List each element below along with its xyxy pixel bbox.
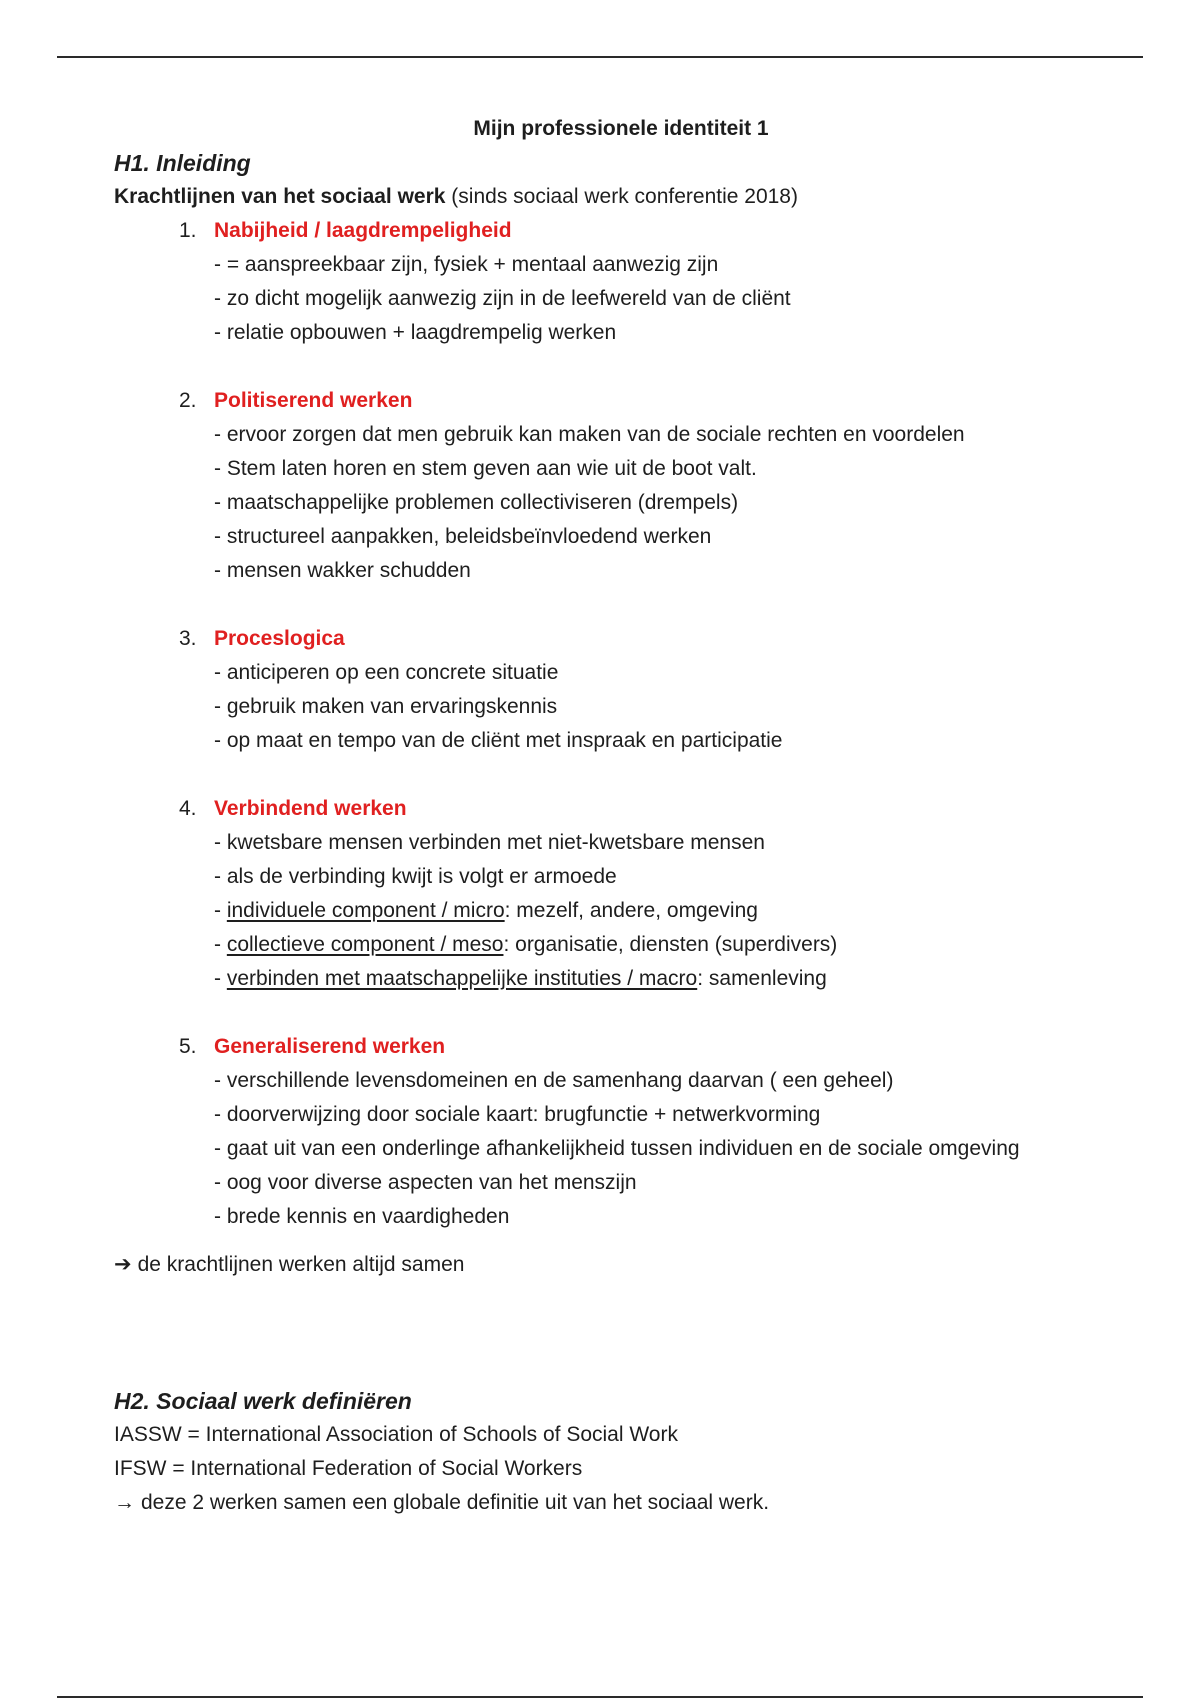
bullet-line: - verschillende levensdomeinen en de samenhang daarvan ( een geheel) [214, 1069, 894, 1092]
item-title: Proceslogica [214, 627, 345, 650]
item-number: 3. [179, 627, 197, 650]
item-title: Generaliserend werken [214, 1035, 446, 1058]
bullet-rest: : samenleving [697, 967, 827, 990]
bullet-line [214, 894, 1114, 928]
bullet-line: - Stem laten horen en stem geven aan wie uit de boot valt. [214, 457, 757, 480]
list-item-2 [114, 384, 1114, 588]
intro-line [114, 180, 1114, 214]
spacer [114, 996, 1114, 1030]
conclusion-line [114, 1248, 1114, 1282]
bullet-line: - anticiperen op een concrete situatie [214, 661, 559, 684]
document-page [114, 112, 1114, 1520]
bullet-prefix: - [214, 933, 227, 956]
list-item-4 [114, 792, 1114, 996]
item-number: 4. [179, 797, 197, 820]
item-bullets [214, 826, 1114, 996]
document-title: Mijn professionele identiteit 1 [473, 117, 769, 140]
conclusion-text: de krachtlijnen werken altijd samen [137, 1253, 465, 1276]
spacer [114, 350, 1114, 384]
underlined-term: individuele component / micro [226, 899, 505, 922]
item-bullets [214, 656, 1114, 758]
bullet-line: - structureel aanpakken, beleidsbeïnvloedend werken [214, 525, 712, 548]
bullet-line: - kwetsbare mensen verbinden met niet-kwetsbare mensen [214, 831, 765, 854]
bullet-line: - brede kennis en vaardigheden [214, 1205, 510, 1228]
section-heading-definieren: H2. Sociaal werk definiëren [114, 1388, 412, 1414]
section-heading-inleiding: H1. Inleiding [114, 150, 251, 176]
bullet-line [214, 962, 1114, 996]
bottom-rule [57, 1696, 1143, 1698]
intro-bold-text: Krachtlijnen van het sociaal werk [114, 185, 446, 208]
bullet-line: - gebruik maken van ervaringskennis [214, 695, 558, 718]
bullet-prefix: - [214, 899, 227, 922]
spacer [114, 758, 1114, 792]
definition-arrow-text: deze 2 werken samen een globale definitie uit van het sociaal werk. [141, 1491, 770, 1514]
bullet-line: - mensen wakker schudden [214, 559, 471, 582]
bullet-line: - oog voor diverse aspecten van het menszijn [214, 1171, 637, 1194]
bullet-line: - zo dicht mogelijk aanwezig zijn in de leefwereld van de cliënt [214, 287, 791, 310]
item-bullets [214, 248, 1114, 350]
list-item-1 [114, 214, 1114, 350]
item-number: 1. [179, 219, 197, 242]
bullet-line: - als de verbinding kwijt is volgt er armoede [214, 865, 617, 888]
arrow-icon: ➔ [114, 1253, 132, 1276]
bullet-line: - ervoor zorgen dat men gebruik kan maken van de sociale rechten en voordelen [214, 423, 965, 446]
bullet-rest: : organisatie, diensten (superdivers) [503, 933, 838, 956]
bullet-line: - gaat uit van een onderlinge afhankelijkheid tussen individuen en de sociale omgeving [214, 1137, 1020, 1160]
bullet-line [214, 928, 1114, 962]
spacer [114, 1282, 1114, 1384]
bullet-line: - relatie opbouwen + laagdrempelig werken [214, 321, 617, 344]
krachtlijnen-list [114, 214, 1114, 1234]
item-title: Verbindend werken [214, 797, 407, 820]
spacer [114, 588, 1114, 622]
top-rule [57, 56, 1143, 58]
item-title: Nabijheid / laagdrempeligheid [214, 219, 512, 242]
bullet-line: - doorverwijzing door sociale kaart: brugfunctie + netwerkvorming [214, 1103, 821, 1126]
item-number: 5. [179, 1035, 197, 1058]
definition-line-iassw: IASSW = International Association of Schools of Social Work [114, 1423, 678, 1446]
bullet-line: - = aanspreekbaar zijn, fysiek + mentaal aanwezig zijn [214, 253, 719, 276]
intro-rest-text: (sinds sociaal werk conferentie 2018) [445, 185, 798, 208]
bullet-line: - maatschappelijke problemen collectiviseren (drempels) [214, 491, 739, 514]
arrow-right-icon: → [114, 1491, 135, 1514]
bullet-prefix: - [214, 967, 227, 990]
definition-arrow-line [114, 1486, 1114, 1520]
item-bullets [214, 418, 1114, 588]
definition-line-ifsw: IFSW = International Federation of Social Workers [114, 1457, 583, 1480]
item-number: 2. [179, 389, 197, 412]
list-item-5 [114, 1030, 1114, 1234]
bullet-line: - op maat en tempo van de cliënt met inspraak en participatie [214, 729, 783, 752]
item-bullets [214, 1064, 1114, 1234]
underlined-term: collectieve component / meso [226, 933, 504, 956]
underlined-term: verbinden met maatschappelijke instituties / macro [226, 967, 698, 990]
bullet-rest: : mezelf, andere, omgeving [504, 899, 758, 922]
item-title: Politiserend werken [214, 389, 413, 412]
list-item-3 [114, 622, 1114, 758]
